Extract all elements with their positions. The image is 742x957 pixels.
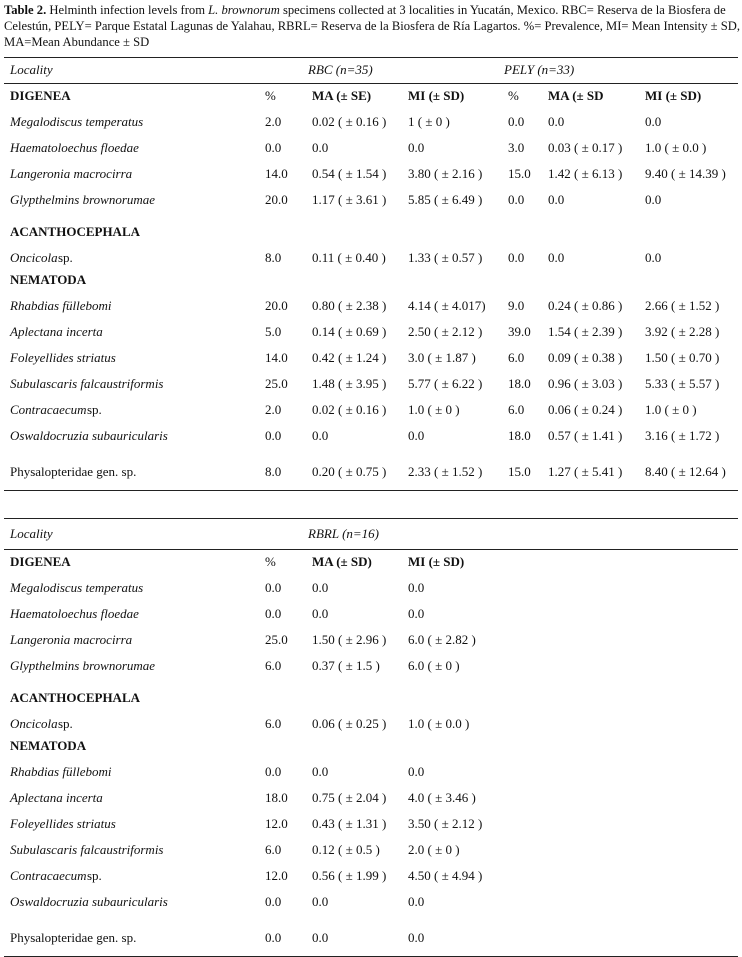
value-cell: 0.02 ( ± 0.16 ) — [312, 402, 387, 417]
value-cell: 0.0 — [408, 140, 425, 155]
species-name: Haematoloechus floedae — [10, 606, 139, 621]
species-name: Foleyellides striatus — [10, 816, 116, 831]
value-cell: 0.0 — [265, 428, 282, 443]
group-heading: ACANTHOCEPHALA — [10, 224, 141, 239]
value-cell: 5.85 ( ± 6.49 ) — [408, 192, 483, 207]
group-heading: NEMATODA — [10, 738, 87, 753]
species-name: Subulascaris falcaustriformis — [10, 842, 164, 857]
value-cell: 0.57 ( ± 1.41 ) — [548, 428, 623, 443]
site-header: RBRL (n=16) — [308, 525, 379, 541]
value-cell: 3.92 ( ± 2.28 ) — [645, 324, 720, 339]
value-cell: 9.0 — [508, 298, 525, 313]
value-cell: 3.16 ( ± 1.72 ) — [645, 428, 720, 443]
table-top-rule — [4, 57, 738, 58]
value-cell: 0.0 — [548, 192, 565, 207]
value-cell: 0.14 ( ± 0.69 ) — [312, 324, 387, 339]
group-heading: DIGENEA — [10, 554, 71, 569]
value-cell: 0.11 ( ± 0.40 ) — [312, 250, 386, 265]
species-name: Rhabdias füllebomi — [10, 298, 112, 313]
value-cell: 5.0 — [265, 324, 282, 339]
value-cell: 12.0 — [265, 868, 288, 883]
value-cell: 0.0 — [265, 930, 282, 945]
header-rule — [4, 83, 738, 84]
value-cell: 0.0 — [645, 250, 662, 265]
caption-species: L. brownorum — [208, 3, 280, 17]
value-cell: 3.80 ( ± 2.16 ) — [408, 166, 483, 181]
column-header: MI (± SD) — [408, 554, 465, 569]
value-cell: 0.06 ( ± 0.24 ) — [548, 402, 623, 417]
table-top-rule — [4, 518, 738, 519]
value-cell: 20.0 — [265, 192, 288, 207]
value-cell: 0.75 ( ± 2.04 ) — [312, 790, 387, 805]
species-name: Haematoloechus floedae — [10, 140, 139, 155]
value-cell: 2.50 ( ± 2.12 ) — [408, 324, 483, 339]
species-name: Physalopteridae gen. sp. — [10, 464, 137, 479]
value-cell: 0.0 — [408, 894, 425, 909]
species-name: Langeronia macrocirra — [10, 632, 133, 647]
value-cell: 0.0 — [408, 764, 425, 779]
value-cell: 5.33 ( ± 5.57 ) — [645, 376, 720, 391]
value-cell: 1.50 ( ± 0.70 ) — [645, 350, 720, 365]
value-cell: 18.0 — [508, 376, 531, 391]
value-cell: 4.0 ( ± 3.46 ) — [408, 790, 476, 805]
value-cell: 0.0 — [312, 580, 329, 595]
value-cell: 20.0 — [265, 298, 288, 313]
value-cell: 0.0 — [508, 192, 525, 207]
value-cell: 0.09 ( ± 0.38 ) — [548, 350, 623, 365]
value-cell: 3.0 ( ± 1.87 ) — [408, 350, 476, 365]
column-header: % — [265, 88, 276, 103]
value-cell: 1.42 ( ± 6.13 ) — [548, 166, 623, 181]
column-header: MI (± SD) — [408, 88, 465, 103]
species-name: Oncicola — [10, 250, 58, 265]
caption-text: specimens collected at 3 localities in Yucatán, Mexico. RBC= Reserva de la Biosfera de Celestún, PELY= Parque Estatal Lagunas de Yalahau, RBRL= Reserva de la Biosfera de Ría Lagartos. %= Prevalence, MI= Mean Intensity ± SD, MA=Mean Abundance ± SD — [4, 3, 740, 49]
value-cell: 0.0 — [312, 428, 329, 443]
value-cell: 9.40 ( ± 14.39 ) — [645, 166, 726, 181]
value-cell: 0.80 ( ± 2.38 ) — [312, 298, 387, 313]
value-cell: 2.0 ( ± 0 ) — [408, 842, 460, 857]
species-name: Glypthelmins brownorumae — [10, 658, 156, 673]
column-header: MA (± SD — [548, 88, 604, 103]
value-cell: 0.0 — [408, 428, 425, 443]
species-suffix: sp. — [58, 716, 73, 731]
value-cell: 3.0 — [508, 140, 525, 155]
species-name: Rhabdias füllebomi — [10, 764, 112, 779]
value-cell: 6.0 — [508, 350, 525, 365]
value-cell: 0.24 ( ± 0.86 ) — [548, 298, 623, 313]
value-cell: 6.0 — [265, 842, 282, 857]
value-cell: 6.0 ( ± 0 ) — [408, 658, 460, 673]
value-cell: 0.0 — [408, 606, 425, 621]
species-name: Oncicola — [10, 716, 58, 731]
value-cell: 6.0 — [265, 658, 282, 673]
value-cell: 5.77 ( ± 6.22 ) — [408, 376, 483, 391]
value-cell: 15.0 — [508, 464, 531, 479]
value-cell: 0.0 — [508, 250, 525, 265]
value-cell: 14.0 — [265, 350, 288, 365]
value-cell: 0.56 ( ± 1.99 ) — [312, 868, 387, 883]
species-name: Contracaecum — [10, 402, 87, 417]
value-cell: 18.0 — [265, 790, 288, 805]
value-cell: 6.0 ( ± 2.82 ) — [408, 632, 476, 647]
value-cell: 0.0 — [312, 606, 329, 621]
value-cell: 1.54 ( ± 2.39 ) — [548, 324, 623, 339]
value-cell: 0.37 ( ± 1.5 ) — [312, 658, 380, 673]
value-cell: 1.0 ( ± 0 ) — [408, 402, 460, 417]
value-cell: 0.0 — [408, 930, 425, 945]
species-name: Oswaldocruzia subauricularis — [10, 428, 168, 443]
value-cell: 2.66 ( ± 1.52 ) — [645, 298, 720, 313]
value-cell: 0.0 — [265, 764, 282, 779]
value-cell: 15.0 — [508, 166, 531, 181]
species-name: Glypthelmins brownorumae — [10, 192, 156, 207]
value-cell: 0.0 — [265, 894, 282, 909]
species-name: Oswaldocruzia subauricularis — [10, 894, 168, 909]
site-header: PELY (n=33) — [504, 62, 575, 77]
caption-text: Helminth infection levels from — [46, 3, 209, 17]
value-cell: 4.14 ( ± 4.017) — [408, 298, 486, 313]
column-header: MA (± SE) — [312, 88, 372, 103]
species-name: Contracaecum — [10, 868, 87, 883]
group-heading: NEMATODA — [10, 272, 87, 287]
value-cell: 0.43 ( ± 1.31 ) — [312, 816, 387, 831]
value-cell: 1.0 ( ± 0 ) — [645, 402, 697, 417]
locality-label: Locality — [10, 62, 53, 77]
value-cell: 0.0 — [312, 930, 329, 945]
species-name: Foleyellides striatus — [10, 350, 116, 365]
value-cell: 1 ( ± 0 ) — [408, 114, 450, 129]
value-cell: 8.0 — [265, 464, 282, 479]
value-cell: 1.0 ( ± 0.0 ) — [408, 716, 470, 731]
value-cell: 8.40 ( ± 12.64 ) — [645, 464, 726, 479]
value-cell: 18.0 — [508, 428, 531, 443]
column-header: % — [265, 554, 276, 569]
value-cell: 1.50 ( ± 2.96 ) — [312, 632, 387, 647]
species-name: Langeronia macrocirra — [10, 166, 133, 181]
value-cell: 25.0 — [265, 376, 288, 391]
locality-label: Locality — [10, 525, 53, 541]
value-cell: 2.0 — [265, 114, 282, 129]
column-header: % — [508, 88, 519, 103]
value-cell: 0.0 — [408, 580, 425, 595]
value-cell: 0.02 ( ± 0.16 ) — [312, 114, 387, 129]
column-header: MA (± SD) — [312, 554, 372, 569]
species-name: Megalodiscus temperatus — [10, 114, 144, 129]
species-name: Megalodiscus temperatus — [10, 580, 144, 595]
value-cell: 0.06 ( ± 0.25 ) — [312, 716, 387, 731]
value-cell: 1.48 ( ± 3.95 ) — [312, 376, 387, 391]
value-cell: 0.12 ( ± 0.5 ) — [312, 842, 380, 857]
value-cell: 0.0 — [645, 192, 662, 207]
value-cell: 2.0 — [265, 402, 282, 417]
value-cell: 1.33 ( ± 0.57 ) — [408, 250, 483, 265]
caption-label: Table 2. — [4, 3, 47, 17]
value-cell: 8.0 — [265, 250, 282, 265]
column-header: MI (± SD) — [645, 88, 702, 103]
species-name: Aplectana incerta — [10, 790, 103, 805]
value-cell: 3.50 ( ± 2.12 ) — [408, 816, 483, 831]
species-suffix: sp. — [87, 868, 102, 883]
header-rule — [4, 549, 738, 550]
table-bottom-rule — [4, 490, 738, 491]
species-name: Subulascaris falcaustriformis — [10, 376, 164, 391]
value-cell: 0.0 — [265, 140, 282, 155]
value-cell: 2.33 ( ± 1.52 ) — [408, 464, 483, 479]
site-header: RBC (n=35) — [308, 62, 373, 77]
value-cell: 1.27 ( ± 5.41 ) — [548, 464, 623, 479]
value-cell: 0.0 — [265, 580, 282, 595]
value-cell: 0.0 — [312, 894, 329, 909]
value-cell: 1.17 ( ± 3.61 ) — [312, 192, 387, 207]
species-name: Aplectana incerta — [10, 324, 103, 339]
value-cell: 0.0 — [508, 114, 525, 129]
value-cell: 12.0 — [265, 816, 288, 831]
species-suffix: sp. — [87, 402, 102, 417]
value-cell: 0.54 ( ± 1.54 ) — [312, 166, 387, 181]
value-cell: 0.03 ( ± 0.17 ) — [548, 140, 623, 155]
value-cell: 0.0 — [645, 114, 662, 129]
species-name: Physalopteridae gen. sp. — [10, 930, 137, 945]
group-heading: DIGENEA — [10, 88, 71, 103]
value-cell: 0.0 — [548, 114, 565, 129]
value-cell: 0.0 — [312, 140, 329, 155]
value-cell: 0.0 — [265, 606, 282, 621]
value-cell: 0.42 ( ± 1.24 ) — [312, 350, 387, 365]
value-cell: 0.0 — [312, 764, 329, 779]
group-heading: ACANTHOCEPHALA — [10, 690, 141, 705]
value-cell: 25.0 — [265, 632, 288, 647]
value-cell: 4.50 ( ± 4.94 ) — [408, 868, 483, 883]
species-suffix: sp. — [58, 250, 73, 265]
value-cell: 6.0 — [508, 402, 525, 417]
value-cell: 0.20 ( ± 0.75 ) — [312, 464, 387, 479]
value-cell: 6.0 — [265, 716, 282, 731]
table-caption — [4, 2, 740, 50]
value-cell: 1.0 ( ± 0.0 ) — [645, 140, 707, 155]
value-cell: 0.96 ( ± 3.03 ) — [548, 376, 623, 391]
value-cell: 0.0 — [548, 250, 565, 265]
value-cell: 39.0 — [508, 324, 531, 339]
value-cell: 14.0 — [265, 166, 288, 181]
